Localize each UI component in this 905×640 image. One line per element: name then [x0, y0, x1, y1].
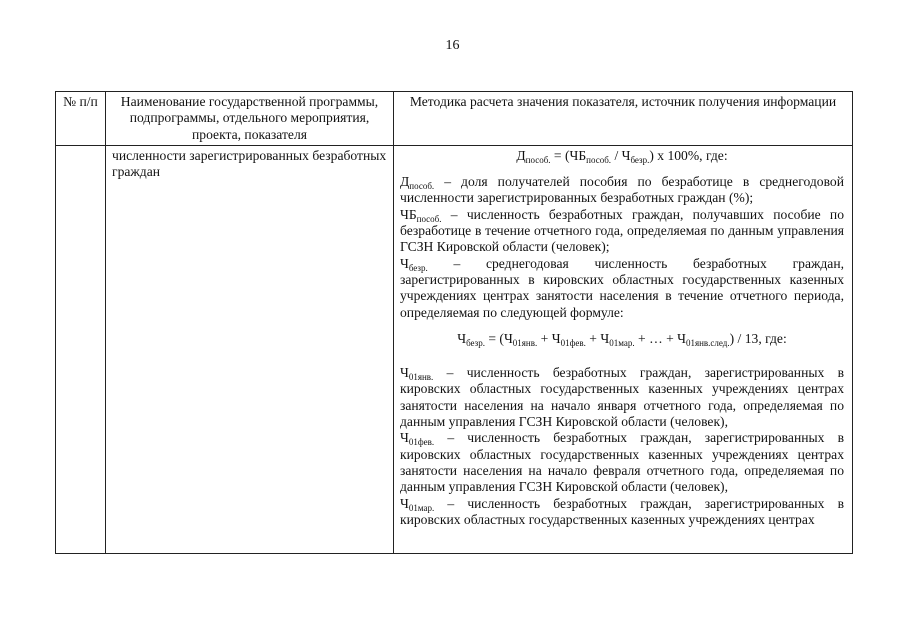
cell-indicator-name: численности зарегистрированных безработных граждан [106, 145, 394, 553]
formula-share: $Д_{пособ.} = (ЧБ_{пособ.} / Ч_{безр.})$ x 100%, где: [516, 147, 728, 165]
header-number: № п/п [56, 92, 106, 146]
methodology-table [55, 91, 853, 554]
cell-number [56, 145, 106, 553]
definition-item: $Ч_{01мар.}$ – численность безработных граждан, зарегистрированных в кировских областных государственных казенных учреждениях центрах [400, 495, 844, 527]
header-name: Наименование государственной программы, подпрограммы, отдельного мероприятия, проекта, показателя [106, 92, 394, 146]
definition-item: $Ч_{01фев.}$ – численность безработных граждан, зарегистрированных в кировских областных государственных казенных учреждениях центрах занятости населения на начало февраля отчетного года, определяемая по данным управления ГСЗН Кировской области (человек), [400, 430, 844, 495]
header-method: Методика расчета значения показателя, источник получения информации [394, 92, 853, 146]
table-header-row [56, 92, 853, 146]
formula-average: $Ч_{безр.} = (Ч_{01янв.} + Ч_{01фев.} + Ч_{01мар.}$ + … + $Ч_{01янв.след.}) / 13$, где: [457, 330, 787, 348]
cell-method [394, 145, 853, 553]
page-number: 16 [445, 38, 460, 53]
table-row [56, 145, 853, 553]
definition-item: $Д_{пособ.}$ – доля получателей пособия по безработице в среднегодовой численности зарегистрированных безработных граждан (%); [400, 174, 844, 206]
definition-item: $Ч_{безр.}$ – среднегодовая численность безработных граждан, зарегистрированных в кировских областных государственных казенных учреждениях центрах занятости населения в течение отчетного периода, определяемая по следующей формуле: [400, 255, 844, 320]
definition-item: $ЧБ_{пособ.}$ – численность безработных граждан, получавших пособие по безработице в течение отчетного года, определяемая по данным управления ГСЗН Кировской области (человек); [400, 206, 844, 255]
definition-item: $Ч_{01янв.}$ – численность безработных граждан, зарегистрированных в кировских областных государственных казенных учреждениях центрах занятости населения на начало января отчетного года, определяемая по данным управления ГСЗН Кировской области (человек), [400, 365, 844, 430]
